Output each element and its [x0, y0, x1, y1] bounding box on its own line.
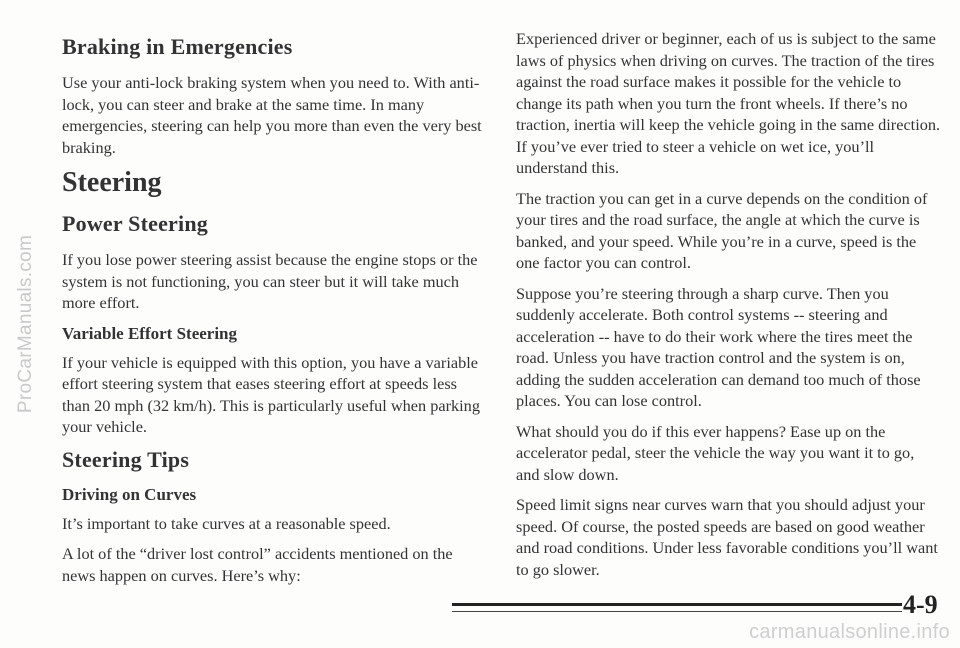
power-steering-heading: Power Steering: [62, 211, 208, 236]
steering-tips-heading: Steering Tips: [62, 446, 190, 472]
braking-heading: Braking in Emergencies: [62, 34, 293, 59]
power-steering-text: If you lose power steering assist because the engine stops or the system is not functioning, you can steer but it will take much more effort.: [62, 250, 478, 312]
variable-effort-text: If your vehicle is equipped with this option, you have a variable effort steering system that eases steering effort at speeds less than 20 mph (32 km/h). This is particularly useful when parking your vehicle.: [62, 352, 480, 436]
footer-rule-thin: [452, 611, 902, 612]
curves-text-2: A lot of the “driver lost control” accidents mentioned on the news happen on curves. Here’s why:: [62, 544, 453, 585]
curves-para-5: Speed limit signs near curves warn that you should adjust your speed. Of course, the posted speeds are based on good weather and road conditions. Under less favorable conditions you’ll want to go slower.: [516, 495, 938, 579]
curves-para-1: Experienced driver or beginner, each of us is subject to the same laws of physics when driving on curves. The traction of the tires against the road surface makes it possible for the vehicle to change its path when you turn the front wheels. If there’s no traction, inertia will keep the vehicle going in the same direction. If you’ve ever tried to steer a vehicle on wet ice, you’ll understand this.: [516, 29, 941, 177]
curves-para-2: The traction you can get in a curve depends on the condition of your tires and the road surface, the angle at which the curve is banked, and your speed. While you’re in a curve, speed is the one factor you can control.: [516, 188, 928, 272]
page-number: 4-9: [903, 590, 938, 619]
curves-text-1: It’s important to take curves at a reasonable speed.: [62, 513, 391, 533]
footer-rule-thick: [452, 603, 902, 606]
bottom-watermark: carmanualsonline.info: [749, 621, 950, 643]
curves-para-3: Suppose you’re steering through a sharp curve. Then you suddenly accelerate. Both control systems -- steering and acceleration -- have to do their work where the tires meet the road. Unless you have traction control and the system is on, adding the sudden acceleration can demand too much of those places. You can lose control.: [516, 283, 921, 410]
variable-effort-heading: Variable Effort Steering: [62, 323, 238, 343]
left-column: [62, 28, 482, 595]
braking-text: Use your anti-lock braking system when you need to. With anti-lock, you can steer and brake at the same time. In many emergencies, steering can help you more than even the very best braking.: [62, 73, 482, 157]
side-watermark-text: ProCarManuals.com: [15, 234, 36, 414]
curves-para-4: What should you do if this ever happens? Ease up on the accelerator pedal, steer the vehicle the way you want it to go, and slow down.: [516, 421, 915, 484]
driving-on-curves-heading: Driving on Curves: [62, 484, 197, 504]
side-watermark: [0, 0, 52, 648]
right-column: [516, 28, 941, 589]
steering-heading: Steering: [62, 167, 162, 198]
